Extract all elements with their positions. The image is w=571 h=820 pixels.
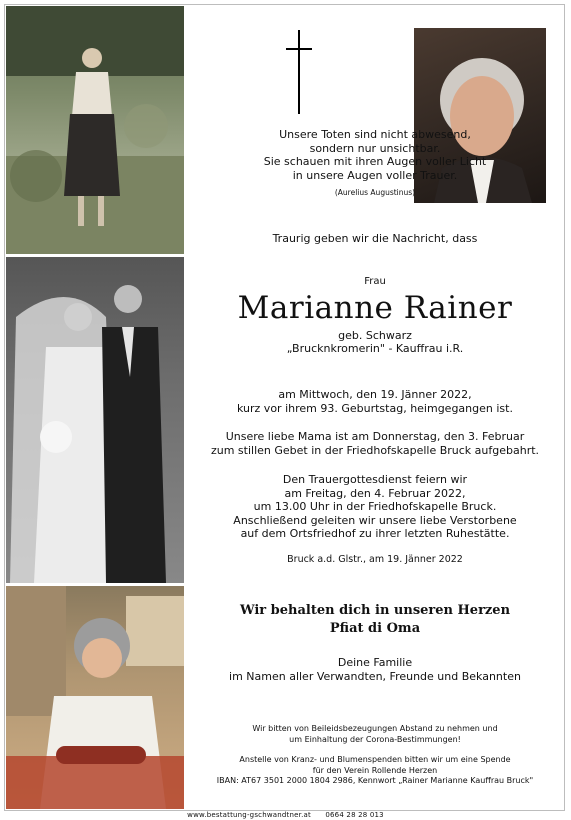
funeral-line: Den Trauergottesdienst feiern wir [282,473,468,486]
notice-line: für den Verein Rollende Herzen [312,765,438,775]
notice-line: Anstelle von Kranz- und Blumenspenden bitten wir um eine Spende [239,755,511,764]
footer [0,811,571,819]
title-prefix: Frau [364,276,386,287]
farewell-line: Pfiat di Oma [329,621,421,636]
viewing-info [190,430,560,457]
poem [190,128,560,182]
passing-line: am Mittwoch, den 19. Jänner 2022, [278,388,472,401]
family-signature [190,656,560,684]
poem-line: Unsere Toten sind nicht abwesend, [279,128,471,141]
viewing-line: zum stillen Gebet in der Friedhofskapelle Bruck aufgebahrt. [210,443,540,457]
notice-line: IBAN: AT67 3501 2000 1804 2986, Kennwort „Rainer Marianne Kauffrau Bruck" [216,776,534,785]
footer-phone: 0664 28 28 013 [325,811,384,819]
funeral-info [190,473,560,541]
passing-line: kurz vor ihrem 93. Geburtstag, heimgegangen ist. [237,401,513,415]
passing-info [190,388,560,415]
poem-attribution: (Aurelius Augustinus) [334,188,416,197]
deceased-name: Marianne Rainer [237,290,513,326]
funeral-line: auf dem Ortsfriedhof zu ihrer letzten Ruhestätte. [240,527,510,540]
corona-notice [190,724,560,745]
poem-line: Sie schauen mit ihren Augen voller Licht [263,155,487,168]
poem-line: in unsere Augen voller Trauer. [292,168,458,182]
born-name: geb. Schwarz [338,329,412,342]
funeral-line: um 13.00 Uhr in der Friedhofskapelle Bruck. [253,500,497,513]
farewell [190,602,560,638]
notice-line: um Einhaltung der Corona-Bestimmungen! [289,734,461,744]
cross-icon [286,30,312,114]
family-line: Deine Familie [337,656,413,669]
viewing-line: Unsere liebe Mama ist am Donnerstag, den 3. Februar [225,430,525,443]
photo-woman-in-shop [6,586,184,809]
notice-line: Wir bitten von Beileidsbezeugungen Abstand zu nehmen und [252,724,498,733]
funeral-line: am Freitag, den 4. Februar 2022, [284,486,466,500]
footer-website[interactable]: www.bestattung-gschwandtner.at [187,811,311,819]
family-line: im Namen aller Verwandten, Freunde und Bekannten [229,670,521,683]
funeral-line: Anschließend geleiten wir unsere liebe Verstorbene [233,513,517,527]
photo-wedding-couple [6,257,184,583]
photo-young-woman-garden [6,6,184,254]
place-date: Bruck a.d. Glstr., am 19. Jänner 2022 [287,554,463,565]
nickname-occupation: „Brucknkromerin" - Kauffrau i.R. [286,342,464,355]
farewell-line: Wir behalten dich in unseren Herzen [239,603,511,618]
poem-line: sondern nur unsichtbar. [309,141,441,155]
donation-notice [190,755,560,787]
intro-text: Traurig geben wir die Nachricht, dass [272,232,478,245]
